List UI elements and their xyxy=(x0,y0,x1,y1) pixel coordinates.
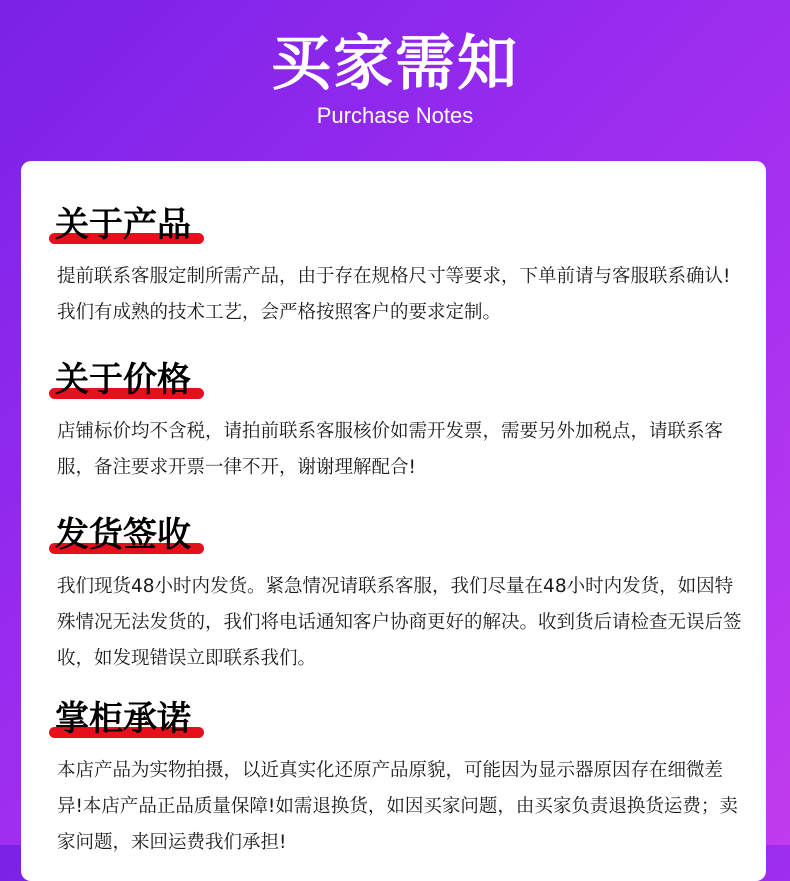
page-subtitle: Purchase Notes xyxy=(316,103,474,128)
section-heading xyxy=(49,697,209,745)
section-heading xyxy=(49,203,209,251)
section-title: 掌柜承诺 xyxy=(55,699,191,739)
section-title: 关于价格 xyxy=(55,360,191,400)
section-body: 本店产品为实物拍摄，以近真实化还原产品原貌，可能因为显示器原因存在细微差异!本店产品正品质量保障!如需退换货，如因买家问题，由买家负责退换货运费；卖家问题，来回运费我们承担! xyxy=(57,760,738,853)
section-heading xyxy=(49,358,209,406)
section-title: 发货签收 xyxy=(55,515,191,555)
page-header xyxy=(0,0,790,160)
section-body: 店铺标价均不含税，请拍前联系客服核价如需开发票，需要另外加税点，请联系客服，备注要求开票一律不开，谢谢理解配合! xyxy=(57,421,724,478)
notes-card xyxy=(21,161,766,881)
section-heading xyxy=(49,513,209,561)
page-title: 买家需知 xyxy=(271,29,519,99)
section-body: 提前联系客服定制所需产品，由于存在规格尺寸等要求，下单前请与客服联系确认!我们有成熟的技术工艺，会严格按照客户的要求定制。 xyxy=(57,266,731,323)
section-body: 我们现货48小时内发货。紧急情况请联系客服，我们尽量在48小时内发货，如因特殊情况无法发货的，我们将电话通知客户协商更好的解决。收到货后请检查无误后签收，如发现错误立即联系我们。 xyxy=(57,576,742,669)
section-title: 关于产品 xyxy=(55,205,191,245)
